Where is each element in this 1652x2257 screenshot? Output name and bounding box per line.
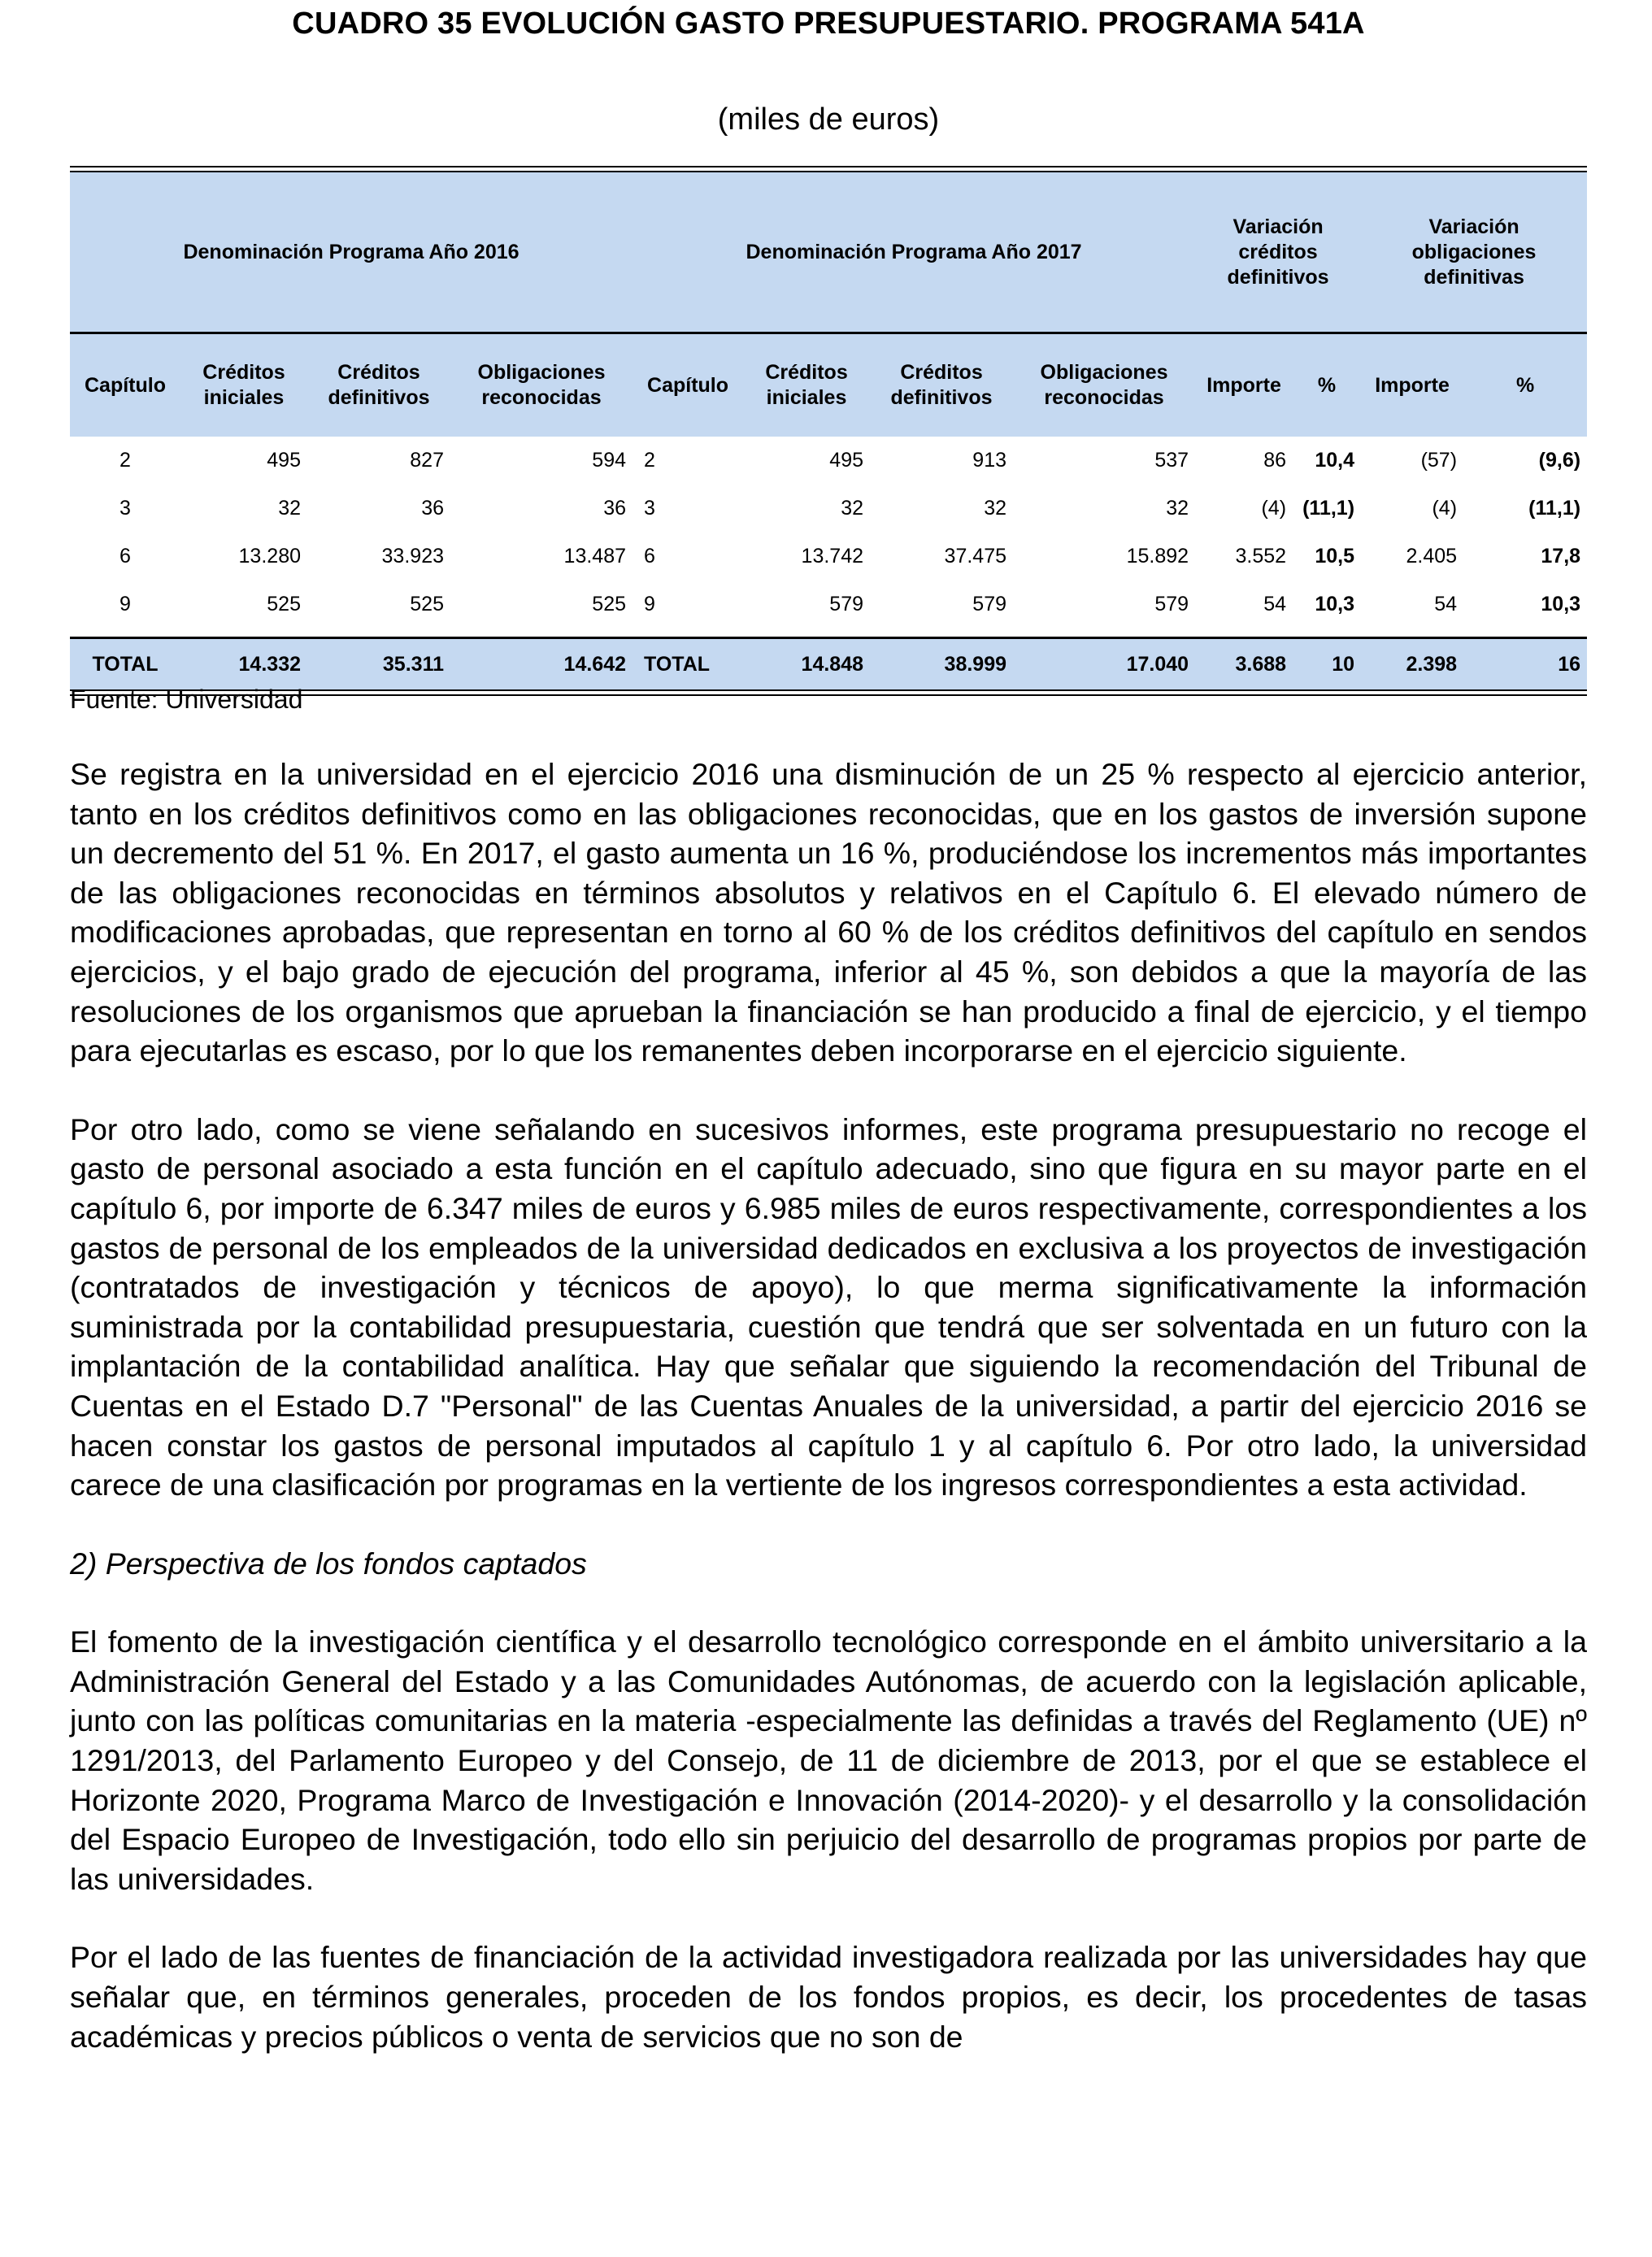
cell-credits-percent: 10,5 bbox=[1315, 545, 1355, 568]
col-chapter-2016: Capítulo bbox=[70, 333, 180, 437]
cell-final-2017: 913 bbox=[972, 449, 1007, 472]
cell-initial-2017: 495 bbox=[829, 449, 864, 472]
cell-initial-2017: 32 bbox=[841, 497, 864, 520]
body-text bbox=[70, 755, 1587, 2056]
cell-chapter-2017: 9 bbox=[644, 593, 655, 615]
cell-chapter-2016: 2 bbox=[120, 449, 131, 472]
table-spacer bbox=[70, 628, 1587, 638]
cell-chapter-2017: 3 bbox=[644, 497, 655, 520]
cell-credits-amount: 54 bbox=[1263, 593, 1287, 615]
col-initial-credits-2016: Créditos iniciales bbox=[180, 333, 307, 437]
total-label-2016: TOTAL bbox=[70, 638, 180, 690]
cell-final-2016: 36 bbox=[421, 497, 444, 520]
col-final-credits-2017: Créditos definitivos bbox=[870, 333, 1013, 437]
cell-obligations-2016: 13.487 bbox=[563, 545, 627, 568]
cell-obligations-2016: 36 bbox=[603, 497, 627, 520]
budget-table bbox=[70, 172, 1587, 689]
header-variation-credits: Variación créditos definitivos bbox=[1195, 172, 1361, 333]
table-row bbox=[70, 581, 1587, 628]
col-obligations-percent: % bbox=[1463, 333, 1587, 437]
cell-credits-amount: (4) bbox=[1261, 497, 1287, 520]
table-units: (miles de euros) bbox=[717, 102, 940, 137]
cell-final-2016: 33.923 bbox=[381, 545, 444, 568]
cell-chapter-2016: 6 bbox=[120, 545, 131, 568]
cell-obligations-2017: 579 bbox=[1154, 593, 1189, 615]
table-source: Fuente: Universidad bbox=[70, 685, 303, 714]
cell-chapter-2016: 9 bbox=[120, 593, 131, 615]
cell-credits-amount: 86 bbox=[1263, 449, 1287, 472]
col-chapter-2017: Capítulo bbox=[633, 333, 743, 437]
cell-credits-percent: 10,3 bbox=[1315, 593, 1355, 615]
cell-obligations-amount: 2.405 bbox=[1406, 545, 1458, 568]
cell-initial-2017: 579 bbox=[829, 593, 864, 615]
cell-initial-2016: 525 bbox=[267, 593, 301, 615]
cell-initial-2017: 13.742 bbox=[801, 545, 864, 568]
cell-obligations-amount: 54 bbox=[1434, 593, 1458, 615]
total-initial-2017: 14.848 bbox=[743, 638, 870, 690]
cell-obligations-percent: (11,1) bbox=[1528, 497, 1581, 520]
col-initial-credits-2017: Créditos iniciales bbox=[743, 333, 870, 437]
cell-obligations-2017: 15.892 bbox=[1126, 545, 1189, 568]
total-obligations-2016: 14.642 bbox=[450, 638, 633, 690]
col-obligations-2017: Obligaciones reconocidas bbox=[1013, 333, 1195, 437]
cell-initial-2016: 32 bbox=[278, 497, 301, 520]
section-heading: 2) Perspectiva de los fondos captados bbox=[70, 1546, 587, 1581]
total-obligations-percent: 16 bbox=[1463, 638, 1587, 690]
header-program-2017: Denominación Programa Año 2017 bbox=[633, 172, 1195, 333]
cell-credits-percent: (11,1) bbox=[1302, 497, 1355, 520]
cell-obligations-2016: 594 bbox=[592, 449, 627, 472]
budget-table-wrapper bbox=[70, 166, 1587, 696]
paragraph-4: Por el lado de las fuentes de financiación de la actividad investigadora realizada por las universidades hay que señalar que, en términos generales, proceden de los fondos propios, es decir, los procedentes de tasas académicas y precios públicos o venta de servicios que no son de bbox=[70, 1940, 1587, 2054]
total-label-2017: TOTAL bbox=[633, 638, 743, 690]
header-column-row bbox=[70, 333, 1587, 437]
total-initial-2016: 14.332 bbox=[180, 638, 307, 690]
cell-obligations-2017: 32 bbox=[1166, 497, 1189, 520]
cell-obligations-2017: 537 bbox=[1154, 449, 1189, 472]
cell-chapter-2017: 6 bbox=[644, 545, 655, 568]
total-final-2017: 38.999 bbox=[870, 638, 1013, 690]
cell-final-2017: 32 bbox=[984, 497, 1007, 520]
total-obligations-2017: 17.040 bbox=[1013, 638, 1195, 690]
cell-chapter-2017: 2 bbox=[644, 449, 655, 472]
col-credits-percent: % bbox=[1293, 333, 1361, 437]
table-row bbox=[70, 533, 1587, 581]
table-top-rule bbox=[70, 166, 1587, 172]
table-row bbox=[70, 437, 1587, 485]
cell-obligations-amount: (57) bbox=[1420, 449, 1458, 472]
paragraph-1: Se registra en la universidad en el ejercicio 2016 una disminución de un 25 % respecto al ejercicio anterior, tanto en los créditos definitivos como en las obligaciones reconocidas, que en los gastos de inversión supone un decremento del 51 %. En 2017, el gasto aumenta un 16 %, produciéndose los incrementos más importantes de las obligaciones reconocidas en términos absolutos y relativos en el Capítulo 6. El elevado número de modificaciones aprobadas, que representan en torno al 60 % de los créditos definitivos del capítulo en sendos ejercicios, y el bajo grado de ejecución del programa, inferior al 45 %, son debidos a que la mayoría de las resoluciones de los organismos que aprueban la financiación se han producido a final de ejercicio, y el tiempo para ejecutarlas es escaso, por lo que los remanentes deben incorporarse en el ejercicio siguiente. bbox=[70, 757, 1587, 1068]
table-title: CUADRO 35 EVOLUCIÓN GASTO PRESUPUESTARIO. PROGRAMA 541A bbox=[292, 7, 1365, 41]
cell-obligations-percent: 10,3 bbox=[1541, 593, 1581, 615]
cell-chapter-2016: 3 bbox=[120, 497, 131, 520]
table-total-row bbox=[70, 638, 1587, 690]
table-row bbox=[70, 485, 1587, 533]
header-variation-obligations: Variación obligaciones definitivas bbox=[1361, 172, 1587, 333]
cell-credits-percent: 10,4 bbox=[1315, 449, 1355, 472]
cell-initial-2016: 13.280 bbox=[238, 545, 301, 568]
total-final-2016: 35.311 bbox=[307, 638, 450, 690]
col-obligations-2016: Obligaciones reconocidas bbox=[450, 333, 633, 437]
cell-final-2016: 525 bbox=[410, 593, 444, 615]
cell-obligations-percent: 17,8 bbox=[1541, 545, 1581, 568]
col-obligations-amount: Importe bbox=[1361, 333, 1463, 437]
header-program-2016: Denominación Programa Año 2016 bbox=[70, 172, 633, 333]
cell-initial-2016: 495 bbox=[267, 449, 301, 472]
cell-final-2016: 827 bbox=[410, 449, 444, 472]
paragraph-2: Por otro lado, como se viene señalando en sucesivos informes, este programa presupuestario no recoge el gasto de personal asociado a esta función en el capítulo adecuado, sino que figura en su mayor parte en el capítulo 6, por importe de 6.347 miles de euros y 6.985 miles de euros respectivamente, correspondientes a los gastos de personal de los empleados de la universidad dedicados en exclusiva a los proyectos de investigación (contratados de investigación y técnicos de apoyo), lo que merma significativamente la información suministrada por la contabilidad presupuestaria, cuestión que tendrá que ser solventada en un futuro con la implantación de la contabilidad analítica. Hay que señalar que siguiendo la recomendación del Tribunal de Cuentas en el Estado D.7 "Personal" de las Cuentas Anuales de la universidad, a partir del ejercicio 2016 se hacen constar los gastos de personal imputados al capítulo 1 y al capítulo 6. Por otro lado, la universidad carece de una clasificación por programas en la vertiente de los ingresos correspondientes a esta actividad. bbox=[70, 1111, 1587, 1502]
cell-final-2017: 37.475 bbox=[944, 545, 1007, 568]
cell-final-2017: 579 bbox=[972, 593, 1007, 615]
cell-credits-amount: 3.552 bbox=[1235, 545, 1287, 568]
col-credits-amount: Importe bbox=[1195, 333, 1293, 437]
col-final-credits-2016: Créditos definitivos bbox=[307, 333, 450, 437]
cell-obligations-2016: 525 bbox=[592, 593, 627, 615]
cell-obligations-amount: (4) bbox=[1432, 497, 1458, 520]
total-credits-percent: 10 bbox=[1293, 638, 1361, 690]
paragraph-3: El fomento de la investigación científica y el desarrollo tecnológico corresponde en el ámbito universitario a la Administración General del Estado y a las Comunidades Autónomas, de acuerdo con la legislación aplicable, junto con las políticas comunitarias en la materia -especialmente las definidas a través del Reglamento (UE) nº 1291/2013, del Parlamento Europeo y del Consejo, de 11 de diciembre de 2013, por el que se establece el Horizonte 2020, Programa Marco de Investigación e Innovación (2014-2020)- y el desarrollo y la consolidación del Espacio Europeo de Investigación, todo ello sin perjuicio del desarrollo de programas propios por parte de las universidades. bbox=[70, 1624, 1587, 1896]
total-obligations-amount: 2.398 bbox=[1361, 638, 1463, 690]
total-credits-amount: 3.688 bbox=[1195, 638, 1293, 690]
cell-obligations-percent: (9,6) bbox=[1538, 449, 1581, 472]
header-group-row bbox=[70, 172, 1587, 333]
